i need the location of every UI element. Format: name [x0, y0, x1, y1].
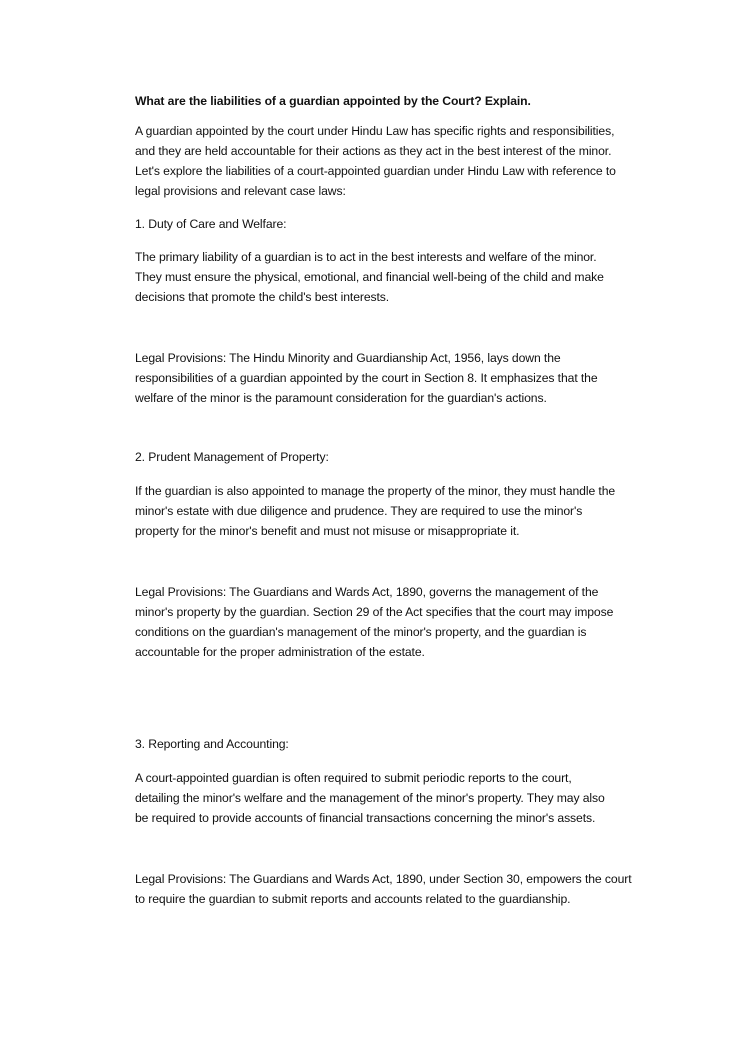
legal-provision-line: responsibilities of a guardian appointed by the court in Section 8. It emphasizes that the: [135, 371, 598, 385]
legal-provision-line: welfare of the minor is the paramount consideration for the guardian's actions.: [135, 391, 547, 405]
section-body-line: The primary liability of a guardian is to act in the best interests and welfare of the minor.: [135, 250, 597, 264]
legal-provision-line: to require the guardian to submit reports and accounts related to the guardianship.: [135, 892, 571, 906]
intro-line: legal provisions and relevant case laws:: [135, 184, 346, 198]
section-body-line: property for the minor's benefit and must not misuse or misappropriate it.: [135, 524, 520, 538]
document-title: What are the liabilities of a guardian appointed by the Court? Explain.: [135, 94, 531, 108]
section-heading: 1. Duty of Care and Welfare:: [135, 217, 287, 231]
section-heading: 3. Reporting and Accounting:: [135, 737, 289, 751]
legal-provision-line: Legal Provisions: The Guardians and Wards Act, 1890, under Section 30, empowers the court: [135, 872, 632, 886]
intro-line: Let's explore the liabilities of a court-appointed guardian under Hindu Law with reference to: [135, 164, 616, 178]
legal-provision-line: conditions on the guardian's management of the minor's property, and the guardian is: [135, 625, 587, 639]
legal-provision-line: Legal Provisions: The Guardians and Wards Act, 1890, governs the management of the: [135, 585, 599, 599]
section-heading: 2. Prudent Management of Property:: [135, 450, 329, 464]
intro-line: A guardian appointed by the court under Hindu Law has specific rights and responsibilities,: [135, 124, 615, 138]
section-body-line: be required to provide accounts of financial transactions concerning the minor's assets.: [135, 811, 596, 825]
section-body-line: They must ensure the physical, emotional, and financial well-being of the child and make: [135, 270, 604, 284]
section-body-line: minor's estate with due diligence and prudence. They are required to use the minor's: [135, 504, 583, 518]
legal-provision-line: accountable for the proper administration of the estate.: [135, 645, 425, 659]
section-body-line: A court-appointed guardian is often required to submit periodic reports to the court,: [135, 771, 572, 785]
legal-provision-line: minor's property by the guardian. Section 29 of the Act specifies that the court may impose: [135, 605, 614, 619]
section-body-line: If the guardian is also appointed to manage the property of the minor, they must handle the: [135, 484, 616, 498]
intro-line: and they are held accountable for their actions as they act in the best interest of the minor.: [135, 144, 612, 158]
legal-provision-line: Legal Provisions: The Hindu Minority and Guardianship Act, 1956, lays down the: [135, 351, 561, 365]
section-body-line: detailing the minor's welfare and the management of the minor's property. They may also: [135, 791, 605, 805]
section-body-line: decisions that promote the child's best interests.: [135, 290, 390, 304]
